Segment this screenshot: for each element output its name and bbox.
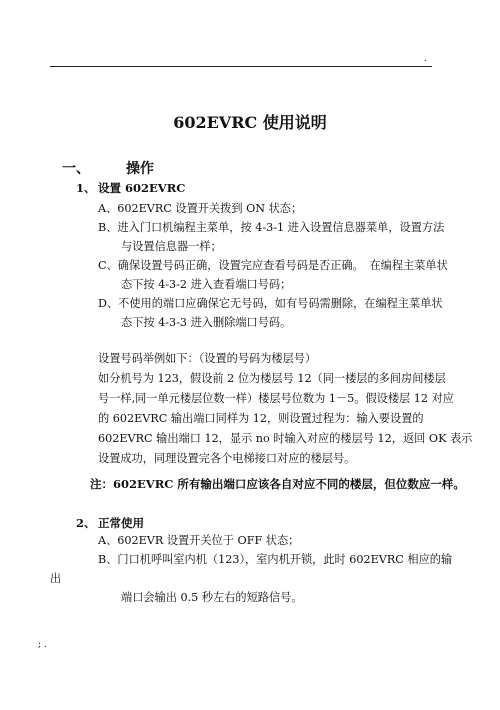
sub1-item-d: D、不使用的端口应确保它无号码，如有号码需删除，在编程主菜单状 — [98, 297, 443, 310]
section-1-number: 一、 — [62, 161, 90, 177]
header-mark: . — [424, 54, 427, 64]
sub1-item-b: B、进入门口机编程主菜单，按 4-3-1 进入设置信息器菜单，设置方法 — [98, 221, 445, 234]
note: 注：602EVRC 所有输出端口应该各自对应不同的楼层，但位数应一样。 — [90, 477, 465, 491]
header-rule — [50, 66, 432, 67]
document-title: 602EVRC 使用说明 — [173, 113, 327, 132]
example-line-2: 号一样,同一单元楼层位数一样）楼层号位数为 1－5。假设楼层 12 对应 — [98, 392, 454, 405]
subsection-1-number: 1、 — [76, 181, 96, 195]
sub1-item-c: C、确保设置号码正确，设置完应查看号码是否正确。 在编程主菜单状 — [98, 259, 448, 272]
sub1-item-a: A、602EVRC 设置开关拨到 ON 状态； — [98, 202, 303, 215]
example-line-4: 602EVRC 输出端口 12，显示 no 时输入对应的楼层号 12，返回 OK 表示 — [98, 432, 473, 445]
subsection-2-number: 2、 — [76, 516, 96, 530]
sub2-item-b-wrap: 出 — [50, 572, 62, 585]
sub2-item-b: B、门口机呼叫室内机（123），室内机开锁，此时 602EVRC 相应的输 — [98, 553, 453, 566]
sub2-item-b-cont: 端口会输出 0.5 秒左右的短路信号。 — [121, 591, 303, 604]
subsection-2-title: 正常使用 — [98, 516, 144, 530]
example-line-5: 设置成功，同理设置完各个电梯接口对应的楼层号。 — [98, 452, 356, 465]
example-intro: 设置号码举例如下：（设置的号码为楼层号） — [98, 352, 317, 365]
section-1-title: 操作 — [126, 161, 154, 177]
sub1-item-d-cont: 态下按 4-3-3 进入删除端口号码。 — [121, 316, 292, 329]
subsection-1-title: 设置 602EVRC — [98, 181, 186, 195]
sub1-item-b-cont: 与设置信息器一样； — [121, 240, 222, 253]
example-line-3: 的 602EVRC 输出端口同样为 12，则设置过程为：输入要设置的 — [98, 412, 424, 425]
sub1-item-c-cont: 态下按 4-3-2 进入查看端口号码； — [121, 278, 292, 291]
sub2-item-a: A、602EVR 设置开关位于 OFF 状态； — [98, 534, 300, 547]
footer-mark: ; . — [38, 640, 47, 650]
example-line-1: 如分机号为 123，假设前 2 位为楼层号 12（同一楼层的多间房间楼层 — [98, 372, 446, 385]
